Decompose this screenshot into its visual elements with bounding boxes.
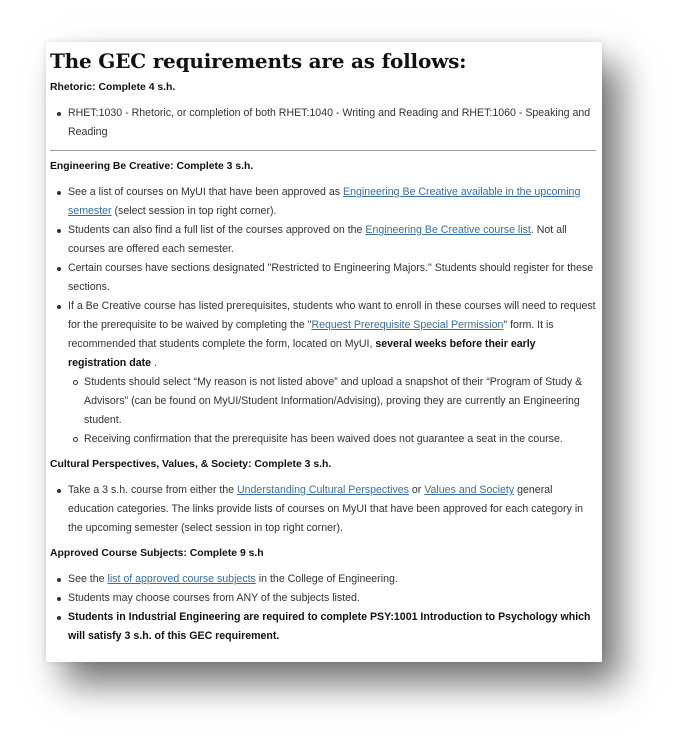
section-heading-approved-subjects: Approved Course Subjects: Complete 9 s.h [50,548,264,559]
list-item: Take a 3 s.h. course from either the Understanding Cultural Perspectives or Values and Society general education categories. The links provide lists of courses on MyUI that have been approved for each category in the upcoming semester (select session in top right corner). [68,481,596,538]
rhetoric-list [50,104,596,142]
prerequisite-sublist [68,373,596,449]
approved-subjects-link[interactable]: list of approved course subjects [107,573,256,585]
emphasis-text: several weeks before their early registration date [68,338,536,369]
industrial-engineering-note: Students in Industrial Engineering are required to complete PSY:1001 Introduction to Psychology which will satisfy 3 s.h. of this GEC requirement. [68,611,591,642]
list-item: See a list of courses on MyUI that have been approved as Engineering Be Creative available in the upcoming semester (select session in top right corner). [68,183,596,221]
section-divider [50,150,596,151]
list-item: Students can also find a full list of the courses approved on the Engineering Be Creative course list. Not all courses are offered each semester. [68,221,596,259]
list-item [68,608,596,646]
section-heading-be-creative: Engineering Be Creative: Complete 3 s.h. [50,161,254,172]
section-heading-cultural: Cultural Perspectives, Values, & Society: Complete 3 s.h. [50,459,332,470]
be-creative-course-list-link[interactable]: Engineering Be Creative course list [365,224,531,236]
list-item: Certain courses have sections designated "Restricted to Engineering Majors." Students should register for these sections. [68,259,596,297]
values-society-link[interactable]: Values and Society [424,484,515,496]
cultural-list [50,481,596,538]
sub-list-item: Students should select “My reason is not listed above” and upload a snapshot of their “Program of Study & Advisors” (can be found on MyUI/Student Information/Advising), proving they are currently an Engineering student. [84,373,596,430]
approved-subjects-list [50,570,596,646]
list-item: If a Be Creative course has listed prerequisites, students who want to enroll in these courses will need to request for the prerequisite to be waived by completing the "Request Prerequisite Special Permission" form. It is recommended that students complete the form, located on MyUI, several weeks before their early registration date . Students should select “My reason is not listed above” and upload a snapshot of their “Program of Study & Advisors” (can be found on MyUI/Student Information/Advising), proving they are currently an Engineering student. Receiving confirmation that the prerequisite has been waived does not guarantee a seat in the course. [68,297,596,449]
list-item: Students may choose courses from ANY of the subjects listed. [68,589,596,608]
gec-requirements-card [46,42,602,662]
list-item: See the list of approved course subjects in the College of Engineering. [68,570,596,589]
sub-list-item: Receiving confirmation that the prerequisite has been waived does not guarantee a seat in the course. [84,430,596,449]
cultural-perspectives-link[interactable]: Understanding Cultural Perspectives [237,484,409,496]
page-title: The GEC requirements are as follows: [50,49,467,73]
be-creative-list [50,183,596,449]
section-heading-rhetoric: Rhetoric: Complete 4 s.h. [50,82,176,93]
be-creative-upcoming-link[interactable]: Engineering Be Creative available in the upcoming semester [68,186,581,217]
list-item: RHET:1030 - Rhetoric, or completion of both RHET:1040 - Writing and Reading and RHET:1060 - Speaking and Reading [68,104,596,142]
prerequisite-permission-link[interactable]: Request Prerequisite Special Permission [311,319,504,331]
